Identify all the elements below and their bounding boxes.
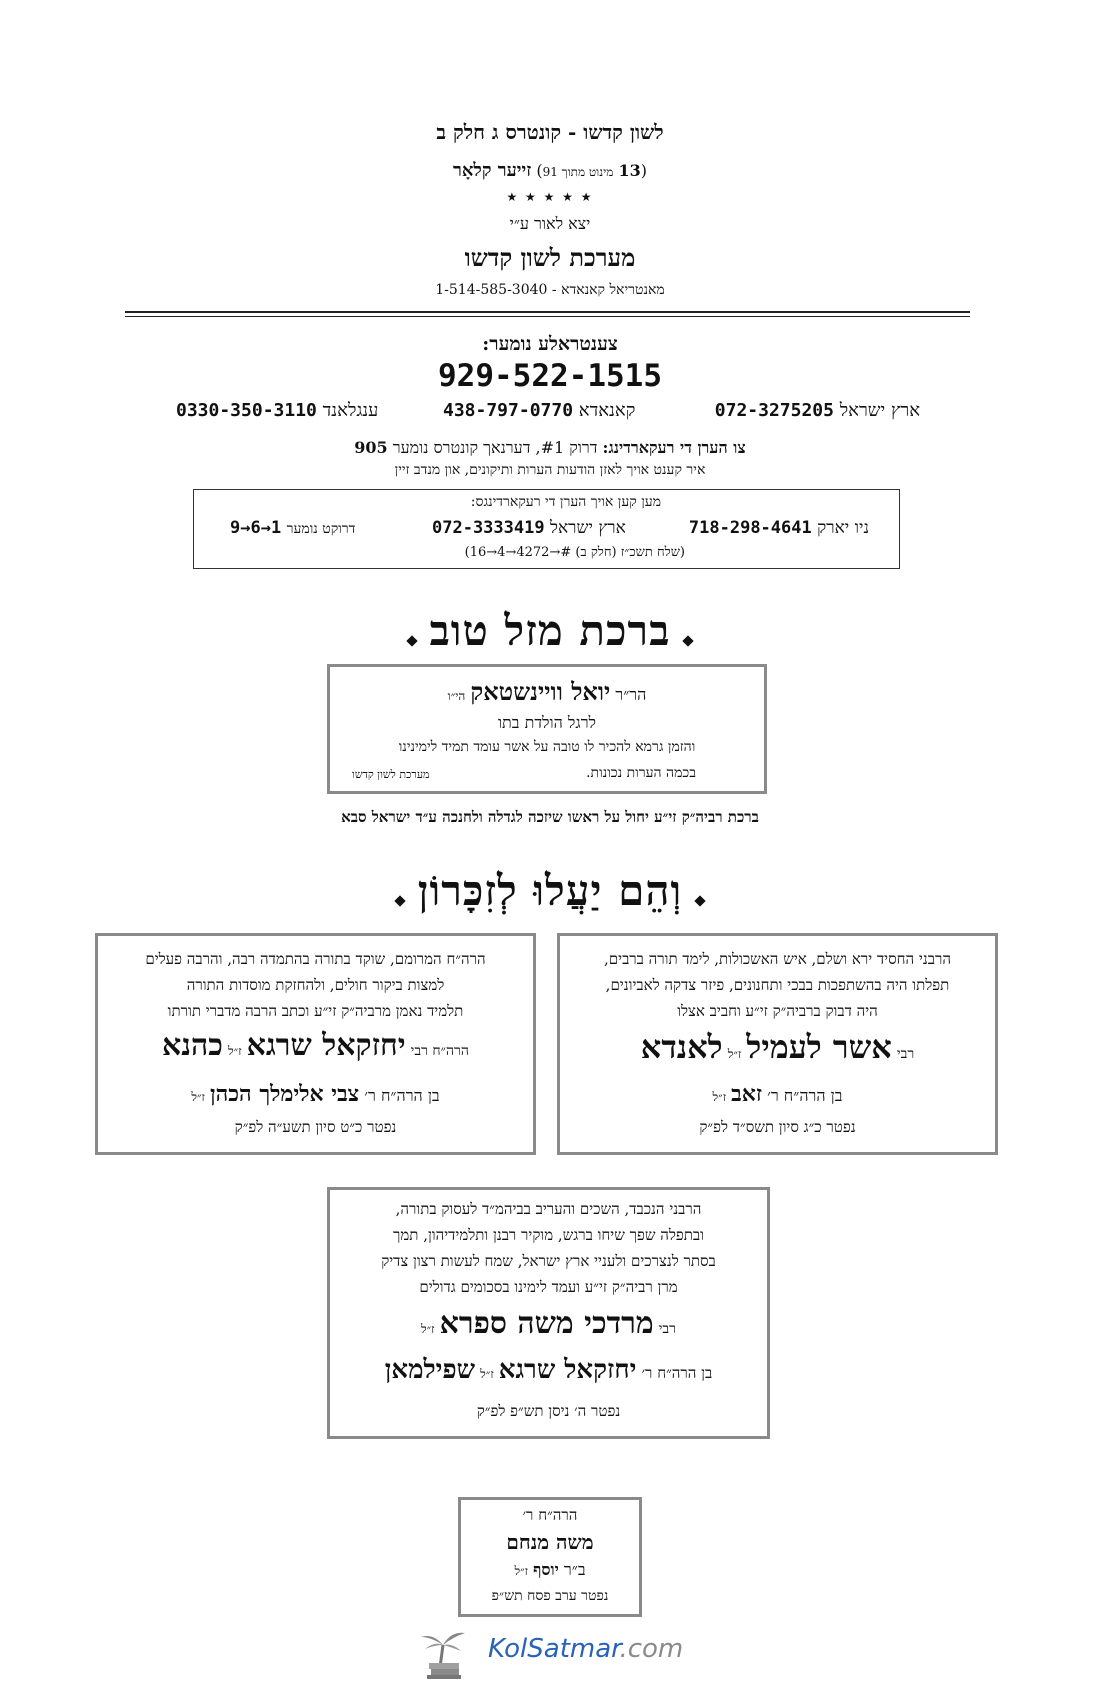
center-desc2: ובתפלה שפך שיחו ברגש, מוקיר רבנן ותלמידיהון, תמך bbox=[393, 1226, 704, 1244]
center-prefix: רבי bbox=[658, 1321, 677, 1337]
england-number[interactable]: 0330-350-3110 bbox=[176, 400, 317, 421]
diamond-icon bbox=[394, 895, 405, 906]
center-zl: ז״ל bbox=[420, 1322, 435, 1336]
left-name: יחזקאל שרגא bbox=[246, 1028, 406, 1063]
ny-label: ניו יארק bbox=[817, 518, 869, 538]
left-desc2: למצות ביקור חולים, ולהחזקת מוסדות התורה bbox=[186, 976, 445, 994]
publisher-contact bbox=[0, 282, 1100, 299]
central-label: צענטראלע נומער: bbox=[482, 333, 618, 355]
mazel-tov-heading bbox=[0, 606, 1100, 656]
minutes-number: 13 bbox=[618, 161, 641, 180]
small-line1: הרה״ח ר׳ bbox=[522, 1506, 578, 1524]
listen-number: 905 bbox=[354, 438, 388, 457]
occasion-text: לרגל הולדת בתו bbox=[497, 713, 597, 732]
small-passed: נפטר ערב פסח תש״פ bbox=[491, 1588, 609, 1604]
center-desc1: הרבני הנכבד, השכים והעריב בביהמ״ד לעסוק בתורה, bbox=[395, 1200, 702, 1218]
memorial-box-right bbox=[557, 933, 998, 1155]
memorial-heading bbox=[0, 866, 1100, 916]
booklet-title: לשון קדשו - קונטרס ג חלק ב bbox=[436, 120, 664, 144]
left-father-zl: ז״ל bbox=[191, 1090, 205, 1104]
honoree-suffix: הי״ו bbox=[447, 689, 466, 703]
center-father-line bbox=[330, 1355, 767, 1385]
left-passed: נפטר כ״ט סיון תשע״ה לפ״ק bbox=[234, 1118, 397, 1136]
center-name-line bbox=[330, 1306, 767, 1341]
left-father-prefix: בן הרה״ח ר׳ bbox=[364, 1086, 440, 1105]
diamond-icon bbox=[683, 635, 694, 646]
blessing-text: ברכת רביה״ק זי״ע יחול על ראשו שיזכה לגדלה ולחנכה ע״ד ישראל סבא bbox=[341, 808, 759, 826]
brand-main: KolSatmar bbox=[488, 1634, 620, 1664]
memorial-box-center bbox=[327, 1187, 770, 1439]
ny-number[interactable]: 718-298-4641 bbox=[688, 518, 812, 538]
left-desc3: תלמיד נאמן מרביה״ק זי״ע וכתב הרבה מדברי תורתו bbox=[167, 1002, 464, 1020]
right-father-name: זאב bbox=[731, 1081, 763, 1107]
mazel-tov-title: ברכת מזל טוב bbox=[429, 606, 671, 655]
center-father-prefix: בן הרה״ח ר׳ bbox=[641, 1364, 713, 1382]
publisher-name: מערכת לשון קדשו bbox=[464, 243, 636, 272]
right-father-prefix: בן הרה״ח ר׳ bbox=[767, 1086, 843, 1105]
press-label: דרוקט נומער bbox=[286, 521, 356, 537]
memorial-title: וְהֵם יַעֲלוּ לְזִכָּרוֹן bbox=[417, 866, 683, 915]
central-number[interactable]: 929-522-1515 bbox=[438, 358, 662, 394]
small-father-prefix: ב״ר bbox=[563, 1560, 586, 1579]
mazel-tov-box bbox=[327, 664, 767, 794]
israel-label: ארץ ישראל bbox=[839, 400, 920, 421]
recordings-israel-number[interactable]: 072-3333419 bbox=[432, 518, 545, 538]
left-prefix: הרה״ח רבי bbox=[410, 1043, 469, 1059]
recordings-box bbox=[193, 489, 900, 569]
right-desc3: היה דבוק ברביה״ק זי״ע וחביב אצלו bbox=[677, 1002, 878, 1020]
ny-line bbox=[689, 518, 869, 538]
left-father-name: צבי אלימלך הכהן bbox=[209, 1081, 360, 1107]
diamond-icon bbox=[406, 635, 417, 646]
regional-numbers-row bbox=[160, 400, 920, 426]
brand-logo[interactable] bbox=[488, 1634, 683, 1664]
canada-label: קאנאדא bbox=[578, 400, 636, 421]
right-desc2: תפלתו היה בהשתפכות בבכי ותחנונים, פיזר צדקה לאביונים, bbox=[605, 976, 950, 994]
brand-domain: .com bbox=[619, 1634, 684, 1664]
thanks-line2: בכמה הערות נכונות. bbox=[586, 765, 696, 781]
divider-top bbox=[125, 311, 970, 313]
small-father-line bbox=[461, 1560, 639, 1580]
left-zl: ז״ל bbox=[228, 1044, 242, 1058]
center-passed: נפטר ה׳ ניסן תש״פ לפ״ק bbox=[476, 1402, 621, 1420]
publisher-location: מאנטריאל קאנאדא - bbox=[551, 282, 665, 298]
israel-number[interactable]: 072-3275205 bbox=[714, 400, 834, 421]
canada-number[interactable]: 438-797-0770 bbox=[443, 400, 574, 421]
publisher-phone: 1-514-585-3040 bbox=[435, 282, 548, 298]
press-sequence: 9→6→1 bbox=[230, 518, 282, 538]
center-desc3: בסתר לנצרכים ולעניי ארץ ישראל, שמח לעשות רצון צדיק bbox=[381, 1252, 716, 1270]
right-prefix: רבי bbox=[896, 1046, 915, 1062]
press-line bbox=[230, 518, 355, 538]
england-label: ענגלאנד bbox=[322, 400, 379, 421]
center-father-surname: שפילמאן bbox=[384, 1355, 476, 1385]
signature: מערכת לשון קדשו bbox=[352, 768, 430, 781]
honoree-name: יואל וויינשטאק bbox=[470, 677, 611, 706]
israel-line bbox=[715, 400, 920, 421]
feedback-text: איר קענט אויך לאזן הודעות הערות ותיקונים, און מנדב זיין bbox=[394, 462, 706, 478]
right-desc1: הרבני החסיד ירא ושלם, איש האשכולות, לימד תורה ברבים, bbox=[604, 950, 951, 968]
left-desc1: הרה״ח המרומם, שוקד בתורה בהתמדה רבה, והרבה פעלים bbox=[145, 950, 486, 968]
clip-info: (13 מינוט מתוך 91) זייער קלאָר bbox=[453, 160, 647, 181]
recordings-israel-line bbox=[432, 518, 626, 538]
right-zl: ז״ל bbox=[727, 1047, 742, 1061]
honoree-honorific: הר״ר bbox=[615, 685, 647, 704]
recordings-note: (שלח תשכ״ז (חלק ב) #→4272→4→16) bbox=[464, 545, 685, 560]
right-surname: לאנדא bbox=[640, 1028, 723, 1066]
divider-bottom bbox=[125, 316, 970, 317]
center-desc4: מרן רביה״ק זי״ע ועמד לימינו בסכומים גדולים bbox=[419, 1278, 678, 1296]
left-father-line bbox=[98, 1081, 533, 1107]
star-rating: ★ ★ ★ ★ ★ bbox=[506, 190, 594, 204]
left-surname: כהנא bbox=[161, 1028, 223, 1063]
right-passed: נפטר כ״ג סיון תשס״ד לפ״ק bbox=[699, 1118, 856, 1136]
small-father-name: יוסף bbox=[533, 1560, 559, 1579]
listen-instructions bbox=[0, 438, 1100, 458]
honoree-line bbox=[330, 677, 764, 707]
memorial-box-small bbox=[458, 1497, 642, 1617]
right-father-line bbox=[560, 1081, 995, 1107]
right-name-line bbox=[560, 1028, 995, 1066]
recordings-israel-label: ארץ ישראל bbox=[550, 518, 626, 538]
recordings-label: מען קען אויך הערן די רעקארדינגס: bbox=[470, 494, 661, 510]
center-father-name: יחזקאל שרגא bbox=[498, 1355, 637, 1385]
england-line bbox=[176, 400, 378, 421]
listen-text: דרוק #1, דערנאך קונטרס נומער bbox=[392, 438, 598, 457]
thanks-line1: והזמן גרמא להכיר לו טובה על אשר עומד תמיד לימינינו bbox=[398, 739, 696, 755]
left-name-line bbox=[98, 1028, 533, 1063]
center-name: מרדכי משה ספרא bbox=[439, 1306, 654, 1341]
diamond-icon bbox=[695, 895, 706, 906]
right-father-zl: ז״ל bbox=[712, 1090, 727, 1104]
memorial-box-left bbox=[95, 933, 536, 1155]
publisher-by: יצא לאור ע״י bbox=[509, 214, 591, 233]
canada-line bbox=[443, 400, 635, 421]
right-name: אשר לעמיל bbox=[746, 1028, 892, 1066]
minutes-text: מינוט מתוך 91 bbox=[542, 165, 614, 179]
listen-label: צו הערן די רעקארדינג: bbox=[602, 438, 746, 457]
small-father-zl: ז״ל bbox=[514, 1564, 528, 1578]
center-father-zl: ז״ל bbox=[480, 1367, 494, 1381]
small-name: משה מנחם bbox=[506, 1530, 594, 1554]
palm-tree-icon bbox=[415, 1625, 475, 1680]
clip-title: זייער קלאָר bbox=[453, 160, 532, 181]
